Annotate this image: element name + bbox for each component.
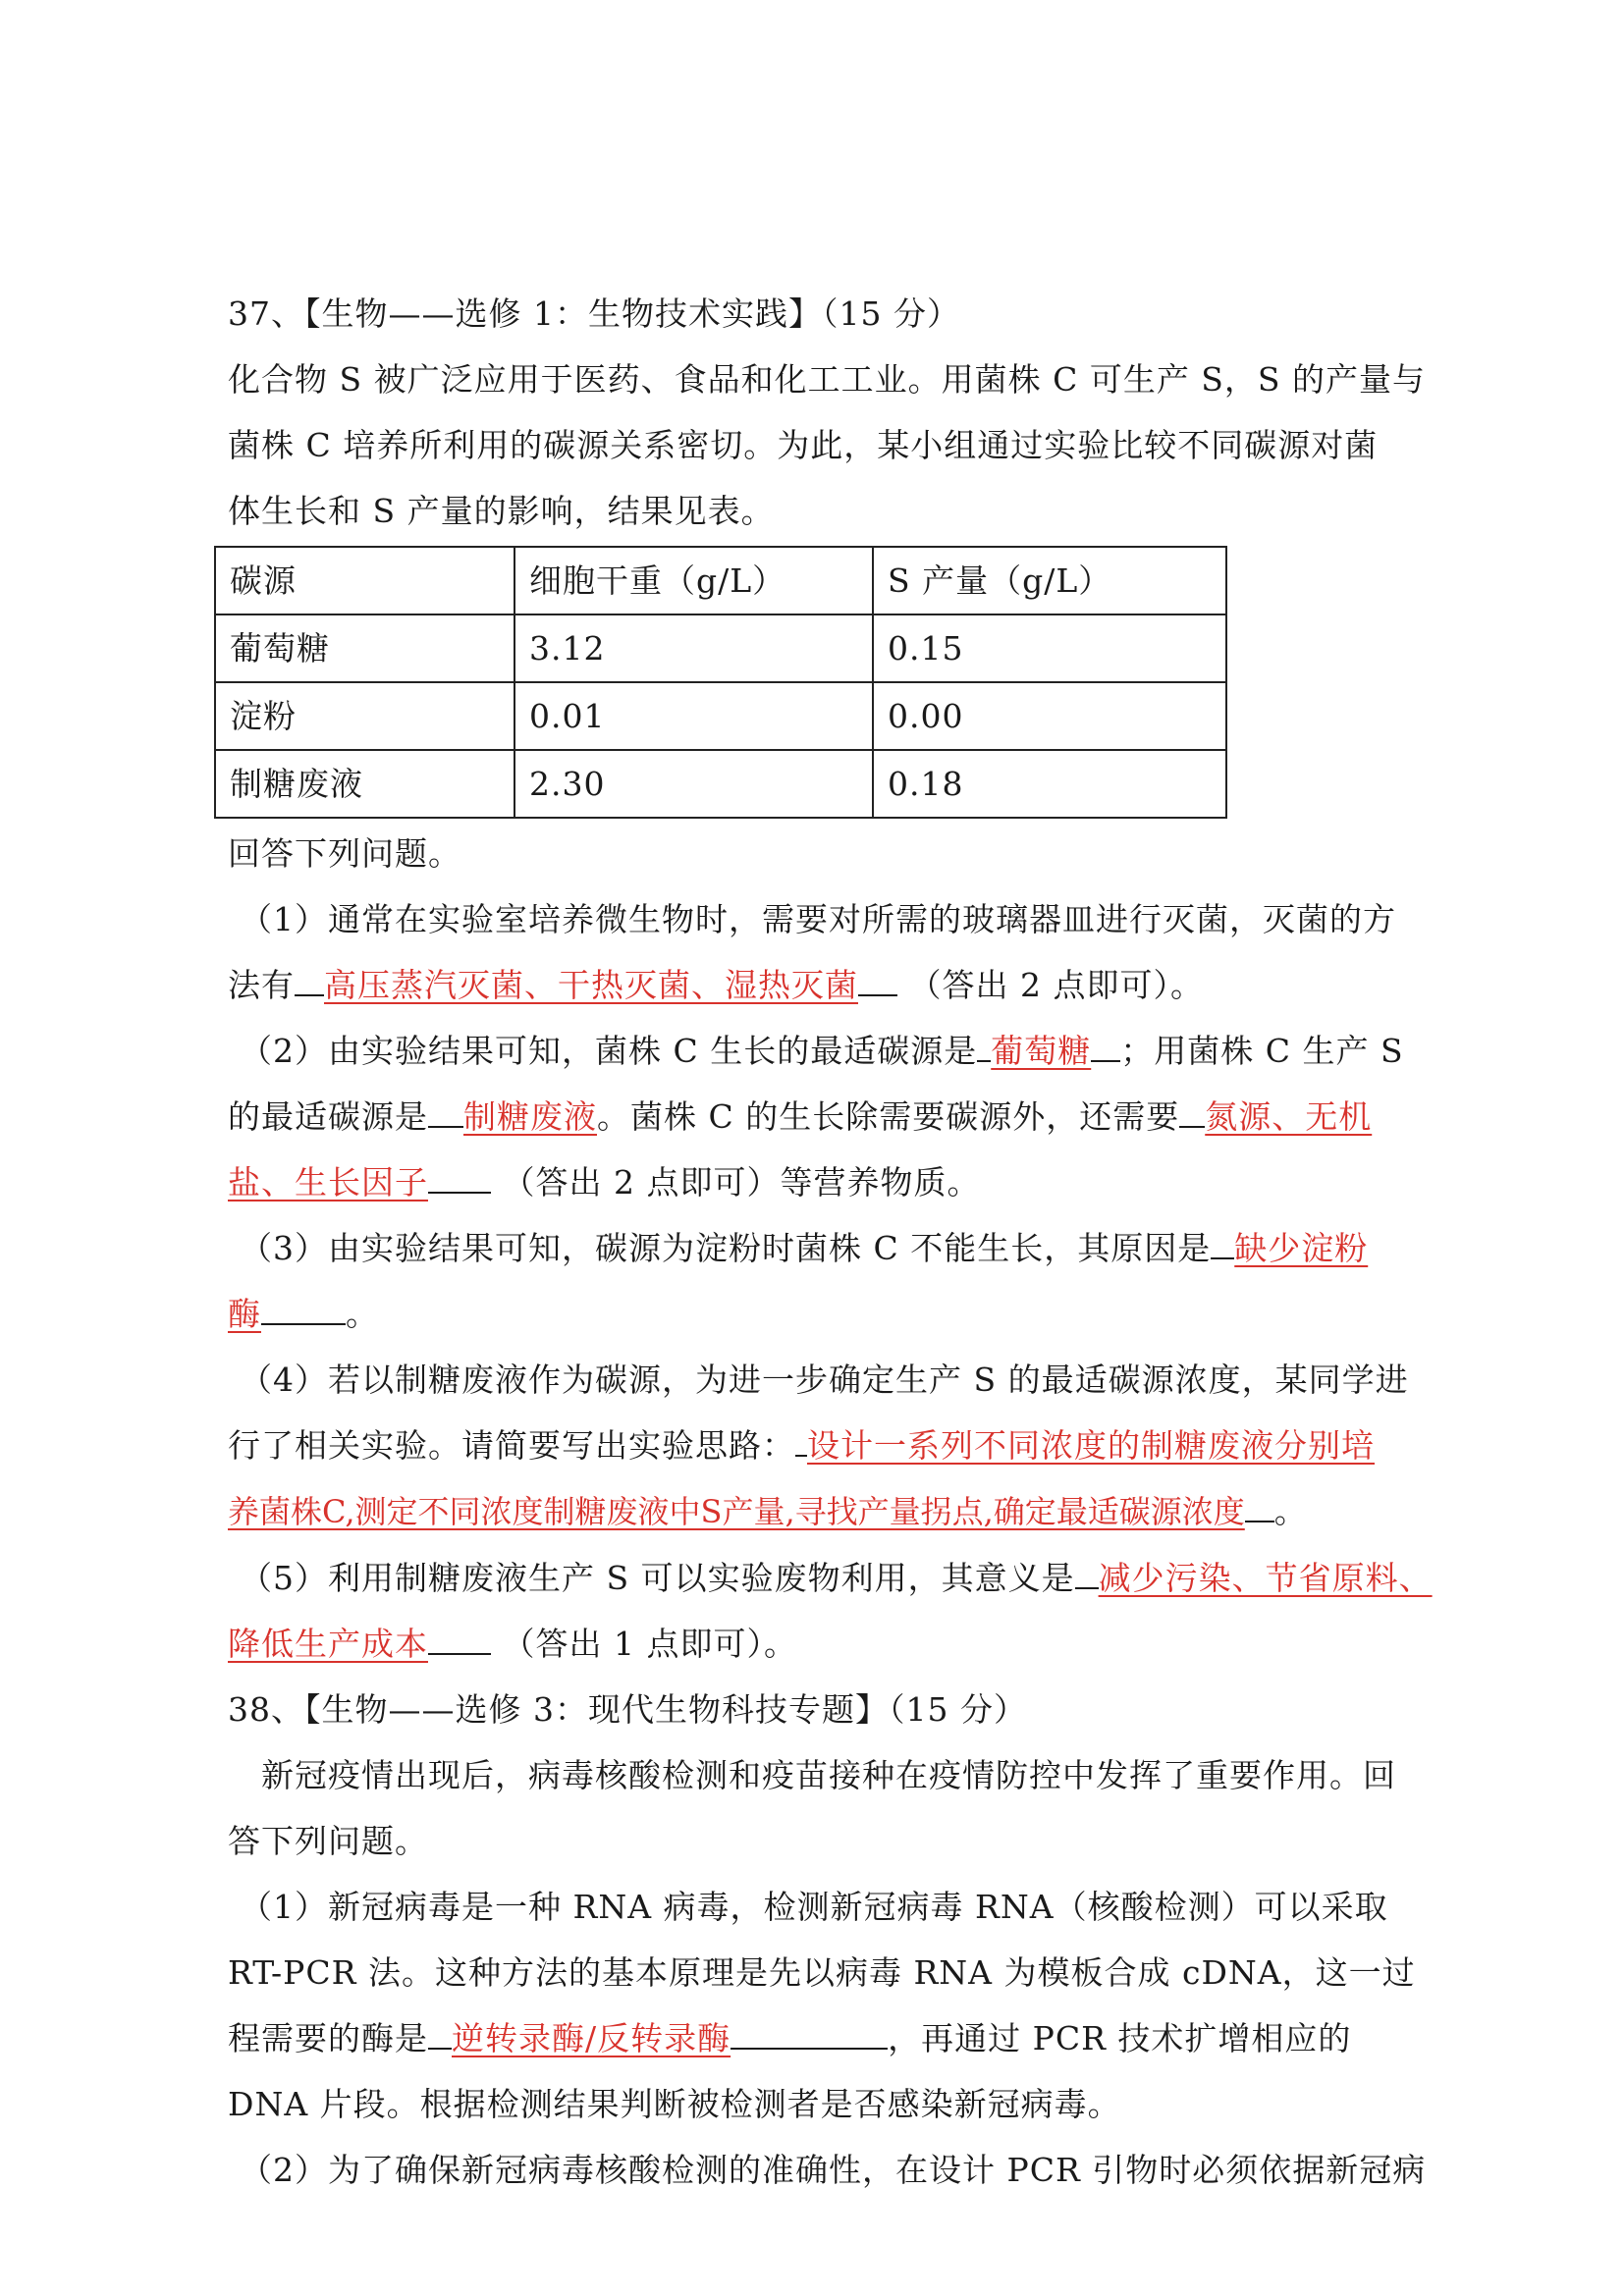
handwritten-answer: 减少污染、节省原料、 [1098, 1559, 1433, 1597]
q37-part2-line [228, 1149, 1396, 1215]
text: （5）利用制糖废液生产 S 可以实验废物利用，其意义是 [240, 1559, 1075, 1597]
q38-heading: 38、【生物——选修 3：现代生物科技专题】（15 分） [228, 1690, 1027, 1729]
table-header-cell: S 产量（g/L） [873, 547, 1226, 614]
q38-intro-line: 答下列问题。 [228, 1822, 428, 1860]
text: 。 [1273, 1492, 1308, 1530]
answer-blank [428, 1152, 491, 1194]
handwritten-answer: 酶 [228, 1295, 261, 1333]
q37-part3-line [228, 1215, 1396, 1281]
text: ；用菌株 C 生产 S [1120, 1032, 1404, 1070]
text: （答出 1 点即可）。 [502, 1625, 797, 1663]
answer-blank [295, 955, 324, 996]
answer-blank [1091, 1021, 1120, 1062]
q37-part5-line [228, 1545, 1433, 1611]
text: （答出 2 点即可）等营养物质。 [502, 1163, 981, 1201]
exam-content [228, 281, 1433, 2203]
handwritten-answer: 缺少淀粉 [1234, 1229, 1369, 1267]
table-cell: 2.30 [514, 750, 873, 818]
q37-heading: 37、【生物——选修 1：生物技术实践】（15 分） [228, 294, 960, 333]
q37-part5-line [228, 1611, 1396, 1677]
table-header-cell: 碳源 [215, 547, 514, 614]
text: ，再通过 PCR 技术扩增相应的 [888, 2019, 1352, 2057]
q37-part2-line [228, 1018, 1404, 1084]
handwritten-answer: 氮源、无机 [1205, 1097, 1373, 1136]
table-row [215, 614, 1226, 682]
q37-part4-line [228, 1413, 1396, 1478]
answer-blank [731, 2008, 888, 2050]
handwritten-answer: 养菌株C,测定不同浓度制糖废液中S产量,寻找产量拐点,确定最适碳源浓度 [228, 1493, 1245, 1530]
q37-intro-line: 菌株 C 培养所利用的碳源关系密切。为此，某小组通过实验比较不同碳源对菌 [228, 426, 1379, 464]
text: 的最适碳源是 [228, 1097, 428, 1136]
table-cell: 淀粉 [215, 682, 514, 750]
answer-blank [795, 1415, 807, 1457]
table-row [215, 750, 1226, 818]
handwritten-answer: 葡萄糖 [991, 1032, 1092, 1070]
handwritten-answer: 制糖废液 [463, 1097, 597, 1136]
answer-blank [1211, 1218, 1234, 1259]
answer-blank [1179, 1087, 1205, 1128]
table-header-row [215, 547, 1226, 614]
q37-part3-line [228, 1281, 1396, 1347]
table-cell: 0.18 [873, 750, 1226, 818]
answer-blank [428, 1087, 463, 1128]
text: （答出 2 点即可）。 [908, 966, 1204, 1004]
q38-part1-line: RT-PCR 法。这种方法的基本原理是先以病毒 RNA 为模板合成 cDNA，这一过 [228, 1953, 1416, 1992]
handwritten-answer: 设计一系列不同浓度的制糖废液分别培 [807, 1426, 1375, 1465]
text: 。 [346, 1295, 379, 1333]
q37-intro-line: 化合物 S 被广泛应用于医药、食品和化工工业。用菌株 C 可生产 S，S 的产量与 [228, 360, 1427, 399]
table-cell: 0.00 [873, 682, 1226, 750]
q37-part2-line [228, 1084, 1396, 1149]
q38-part2-line: （2）为了确保新冠病毒核酸检测的准确性，在设计 PCR 引物时必须依据新冠病 [240, 2151, 1427, 2189]
q38-part1-line: （1）新冠病毒是一种 RNA 病毒，检测新冠病毒 RNA（核酸检测）可以采取 [240, 1888, 1388, 1926]
table-cell: 0.01 [514, 682, 873, 750]
table-cell: 3.12 [514, 614, 873, 682]
text: 行了相关实验。请简要写出实验思路： [228, 1426, 795, 1465]
q38-part1-line [228, 2005, 1396, 2071]
q37-part4-line [228, 1478, 1396, 1545]
answer-blank [1245, 1481, 1274, 1522]
answer-blank [261, 1284, 346, 1325]
table-cell: 葡萄糖 [215, 614, 514, 682]
q37-prompt: 回答下列问题。 [228, 834, 461, 873]
text: 程需要的酶是 [228, 2019, 428, 2057]
q37-part4-line: （4）若以制糖废液作为碳源，为进一步确定生产 S 的最适碳源浓度，某同学进 [240, 1361, 1409, 1399]
q38-part1-line: DNA 片段。根据检测结果判断被检测者是否感染新冠病毒。 [228, 2085, 1121, 2123]
text: （2）由实验结果可知，菌株 C 生长的最适碳源是 [240, 1032, 978, 1070]
handwritten-answer: 降低生产成本 [228, 1625, 428, 1663]
q37-part1-line [228, 952, 1396, 1018]
text: 。菌株 C 的生长除需要碳源外，还需要 [597, 1097, 1180, 1136]
table-cell: 制糖废液 [215, 750, 514, 818]
q37-part1-line: （1）通常在实验室培养微生物时，需要对所需的玻璃器皿进行灭菌，灭菌的方 [240, 900, 1396, 938]
table-header-cell: 细胞干重（g/L） [514, 547, 873, 614]
handwritten-answer: 盐、生长因子 [228, 1163, 428, 1201]
q37-intro-line: 体生长和 S 产量的影响，结果见表。 [228, 492, 775, 530]
answer-blank [977, 1021, 991, 1062]
handwritten-answer: 逆转录酶/反转录酶 [452, 2019, 731, 2057]
answer-blank [1075, 1548, 1099, 1589]
answer-blank [428, 2008, 452, 2050]
text: （3）由实验结果可知，碳源为淀粉时菌株 C 不能生长，其原因是 [240, 1229, 1212, 1267]
answer-blank [428, 1614, 491, 1655]
table-row [215, 682, 1226, 750]
table-cell: 0.15 [873, 614, 1226, 682]
answer-blank [858, 955, 897, 996]
handwritten-answer: 高压蒸汽灭菌、干热灭菌、湿热灭菌 [324, 966, 858, 1004]
q38-intro-line: 新冠疫情出现后，病毒核酸检测和疫苗接种在疫情防控中发挥了重要作用。回 [261, 1756, 1396, 1794]
carbon-source-table [214, 546, 1227, 819]
text: 法有 [228, 966, 295, 1004]
